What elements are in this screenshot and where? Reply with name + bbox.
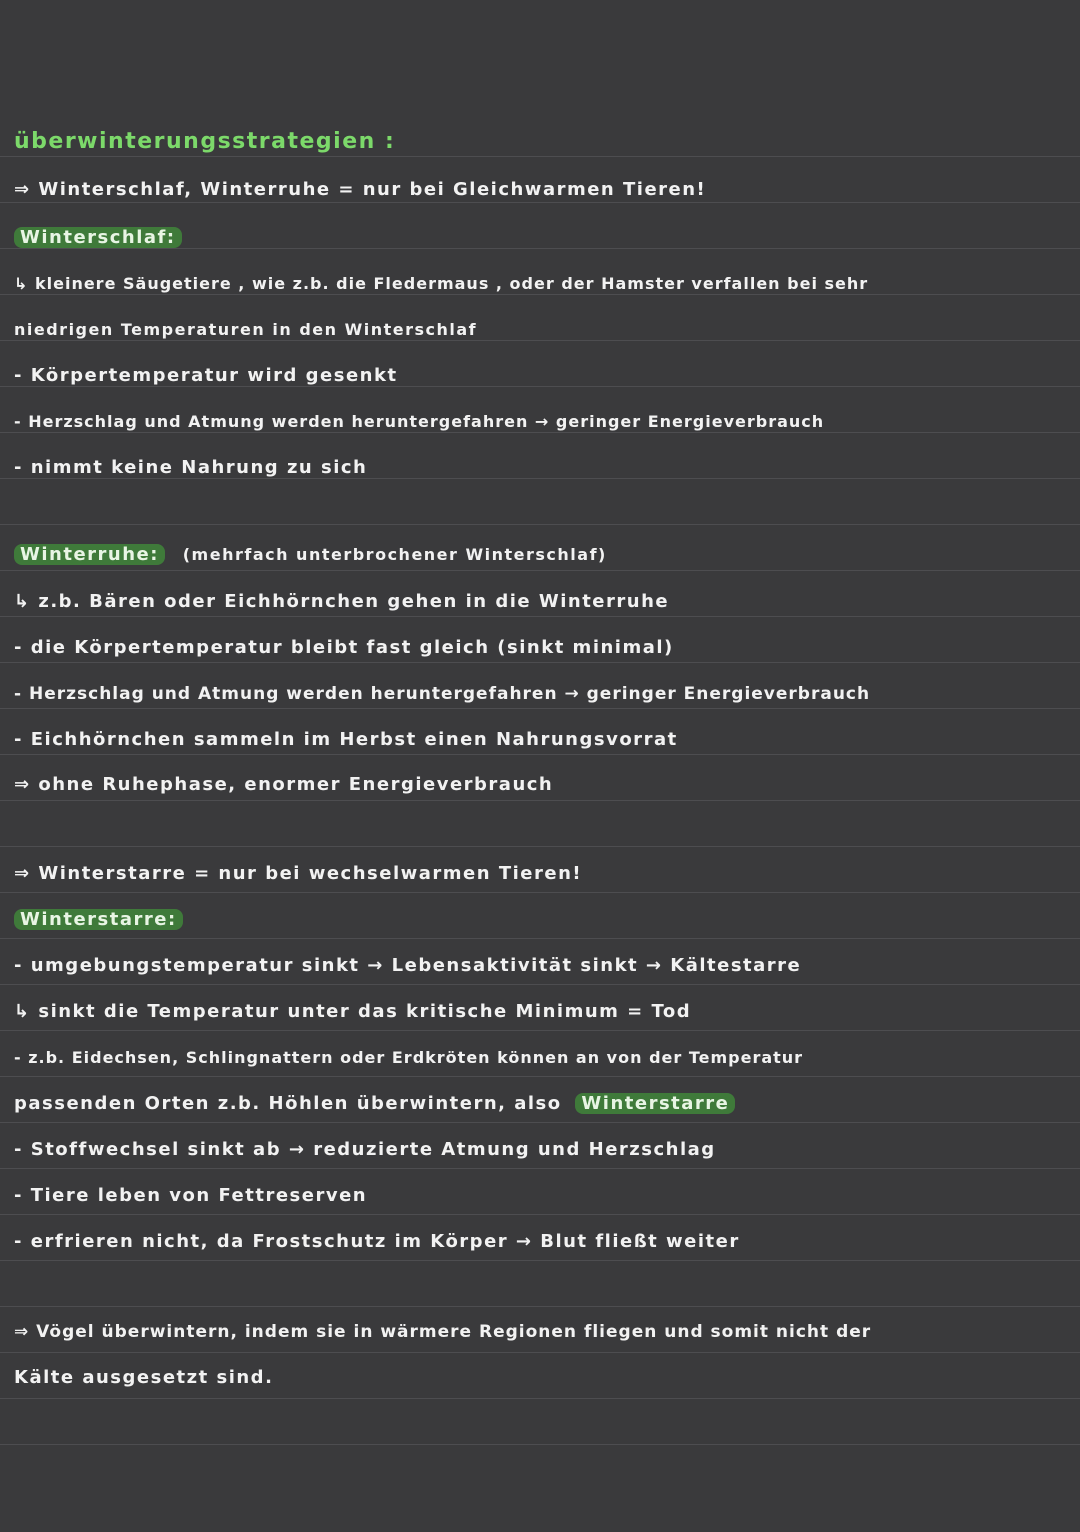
note-line: ⇒ Vögel überwintern, indem sie in wärmere Regionen fliegen und somit nicht der [14, 1322, 872, 1342]
ruled-line [0, 800, 1080, 801]
note-text: (mehrfach unterbrochener Winterschlaf) [182, 545, 607, 564]
note-line: - Körpertemperatur wird gesenkt [14, 365, 398, 386]
ruled-line [0, 708, 1080, 709]
note-line: ⇒ Winterschlaf, Winterruhe = nur bei Gleichwarmen Tieren! [14, 179, 707, 200]
note-line: niedrigen Temperaturen in den Winterschlaf [14, 320, 478, 339]
ruled-line [0, 892, 1080, 893]
ruled-line [0, 202, 1080, 203]
note-line: ↳ kleinere Säugetiere , wie z.b. die Fledermaus , oder der Hamster verfallen bei sehr [14, 274, 869, 293]
section-heading [14, 226, 182, 250]
note-line: ↳ sinkt die Temperatur unter das kritische Minimum = Tod [14, 1001, 692, 1022]
note-line [14, 1092, 735, 1116]
note-line: - z.b. Eidechsen, Schlingnattern oder Erdkröten können an von der Temperatur [14, 1048, 804, 1067]
note-line: - Tiere leben von Fettreserven [14, 1185, 368, 1206]
ruled-line [0, 938, 1080, 939]
highlight-winterstarre: Winterstarre: [14, 909, 183, 930]
note-line: - Herzschlag und Atmung werden heruntergefahren → geringer Energieverbrauch [14, 684, 871, 704]
section-heading [14, 543, 607, 567]
highlight-winterruhe: Winterruhe: [14, 544, 165, 565]
note-line: Kälte ausgesetzt sind. [14, 1367, 274, 1388]
note-line: ⇒ ohne Ruhephase, enormer Energieverbrauch [14, 774, 554, 795]
ruled-line [0, 1168, 1080, 1169]
ruled-line [0, 1030, 1080, 1031]
ruled-line [0, 662, 1080, 663]
ruled-line [0, 754, 1080, 755]
ruled-line [0, 1122, 1080, 1123]
ruled-line [0, 616, 1080, 617]
note-line: - Stoffwechsel sinkt ab → reduzierte Atmung und Herzschlag [14, 1139, 716, 1160]
ruled-line [0, 1444, 1080, 1445]
ruled-line [0, 846, 1080, 847]
note-line: - erfrieren nicht, da Frostschutz im Körper → Blut fließt weiter [14, 1231, 740, 1252]
ruled-line [0, 1306, 1080, 1307]
note-text: passenden Orten z.b. Höhlen überwintern, also [14, 1093, 562, 1114]
ruled-line [0, 1076, 1080, 1077]
ruled-line [0, 570, 1080, 571]
note-line: - Eichhörnchen sammeln im Herbst einen Nahrungsvorrat [14, 729, 678, 750]
note-line: ⇒ Winterstarre = nur bei wechselwarmen Tieren! [14, 863, 583, 884]
ruled-line [0, 524, 1080, 525]
ruled-line [0, 1214, 1080, 1215]
note-line: - die Körpertemperatur bleibt fast gleich (sinkt minimal) [14, 637, 674, 658]
note-line: - nimmt keine Nahrung zu sich [14, 457, 368, 478]
ruled-line [0, 156, 1080, 157]
highlight-winterschlaf: Winterschlaf: [14, 227, 182, 248]
ruled-line [0, 984, 1080, 985]
highlight-winterstarre-inline: Winterstarre [575, 1093, 735, 1114]
note-line: - Herzschlag und Atmung werden heruntergefahren → geringer Energieverbrauch [14, 412, 825, 431]
note-line: - umgebungstemperatur sinkt → Lebensaktivität sinkt → Kältestarre [14, 955, 802, 976]
note-line: ↳ z.b. Bären oder Eichhörnchen gehen in die Winterruhe [14, 591, 670, 612]
ruled-line [0, 1352, 1080, 1353]
ruled-line [0, 1398, 1080, 1399]
ruled-line [0, 1260, 1080, 1261]
section-heading [14, 908, 183, 932]
page-title: überwinterungsstrategien : [14, 129, 396, 154]
